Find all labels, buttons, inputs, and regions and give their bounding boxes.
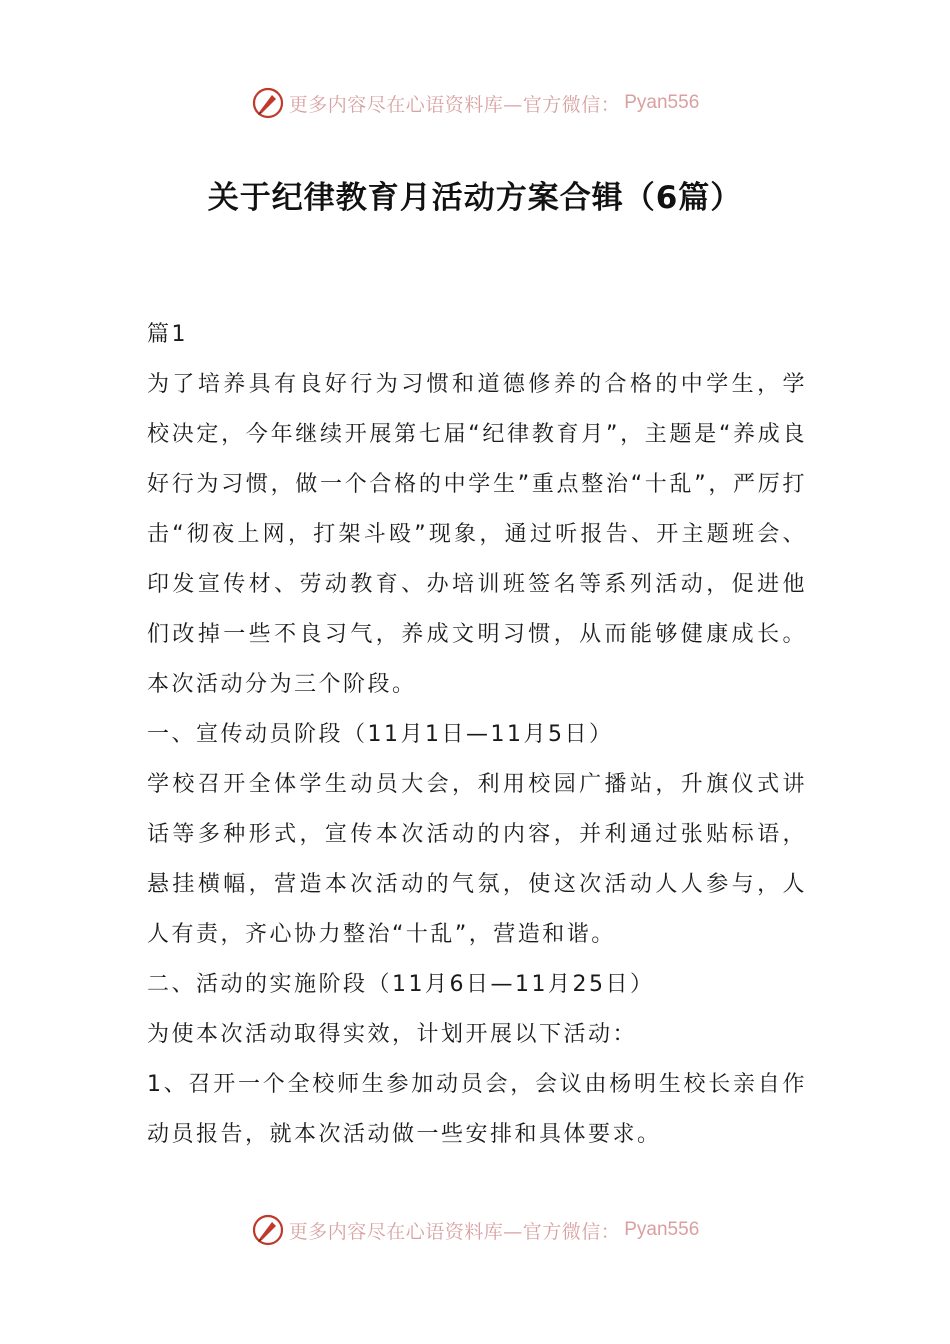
- watermark-text: 更多内容尽在心语资料库—官方微信：: [288, 93, 621, 116]
- pen-nib-logo-icon: [251, 86, 285, 120]
- paragraph: 为了培养具有良好行为习惯和道德修养的合格的中学生，学校决定，今年继续开展第七届“纪律教育月”，主题是“养成良好行为习惯，做一个合格的中学生”重点整治“十乱”，严厉打击“彻夜上网，打架斗殴”现象，通过听报告、开主题班会、印发宣传材、劳动教育、办培训班签名等系列活动，促进他们改掉一些不良习气，养成文明习惯，从而能够健康成长。本次活动分为三个阶段。: [147, 372, 807, 697]
- document-title: 关于纪律教育月活动方案合辑（6篇）: [207, 180, 743, 216]
- paragraph: 学校召开全体学生动员大会，利用校园广播站，升旗仪式讲话等多种形式，宣传本次活动的内容，并利通过张贴标语，悬挂横幅，营造本次活动的气氛，使这次活动人人参与，人人有责，齐心协力整治“十乱”，营造和谐。: [147, 772, 807, 947]
- watermark-wechat-id: Pyan556: [624, 1219, 700, 1240]
- paragraph: 为使本次活动取得实效，计划开展以下活动：: [147, 1022, 638, 1047]
- section-heading: 一、宣传动员阶段（11月1日—11月5日）: [147, 722, 614, 747]
- pen-nib-logo-icon: [251, 1213, 285, 1247]
- section-label: 篇1: [147, 322, 188, 347]
- list-item: 1、召开一个全校师生参加动员会，会议由杨明生校长亲自作动员报告，就本次活动做一些安排和具体要求。: [147, 1072, 807, 1147]
- document-body: [147, 310, 807, 1160]
- watermark-text: 更多内容尽在心语资料库—官方微信：: [288, 1220, 621, 1243]
- footer-watermark: [0, 1210, 950, 1250]
- watermark-wechat-id: Pyan556: [624, 92, 700, 113]
- section-heading: 二、活动的实施阶段（11月6日—11月25日）: [147, 972, 655, 997]
- header-watermark: [0, 83, 950, 123]
